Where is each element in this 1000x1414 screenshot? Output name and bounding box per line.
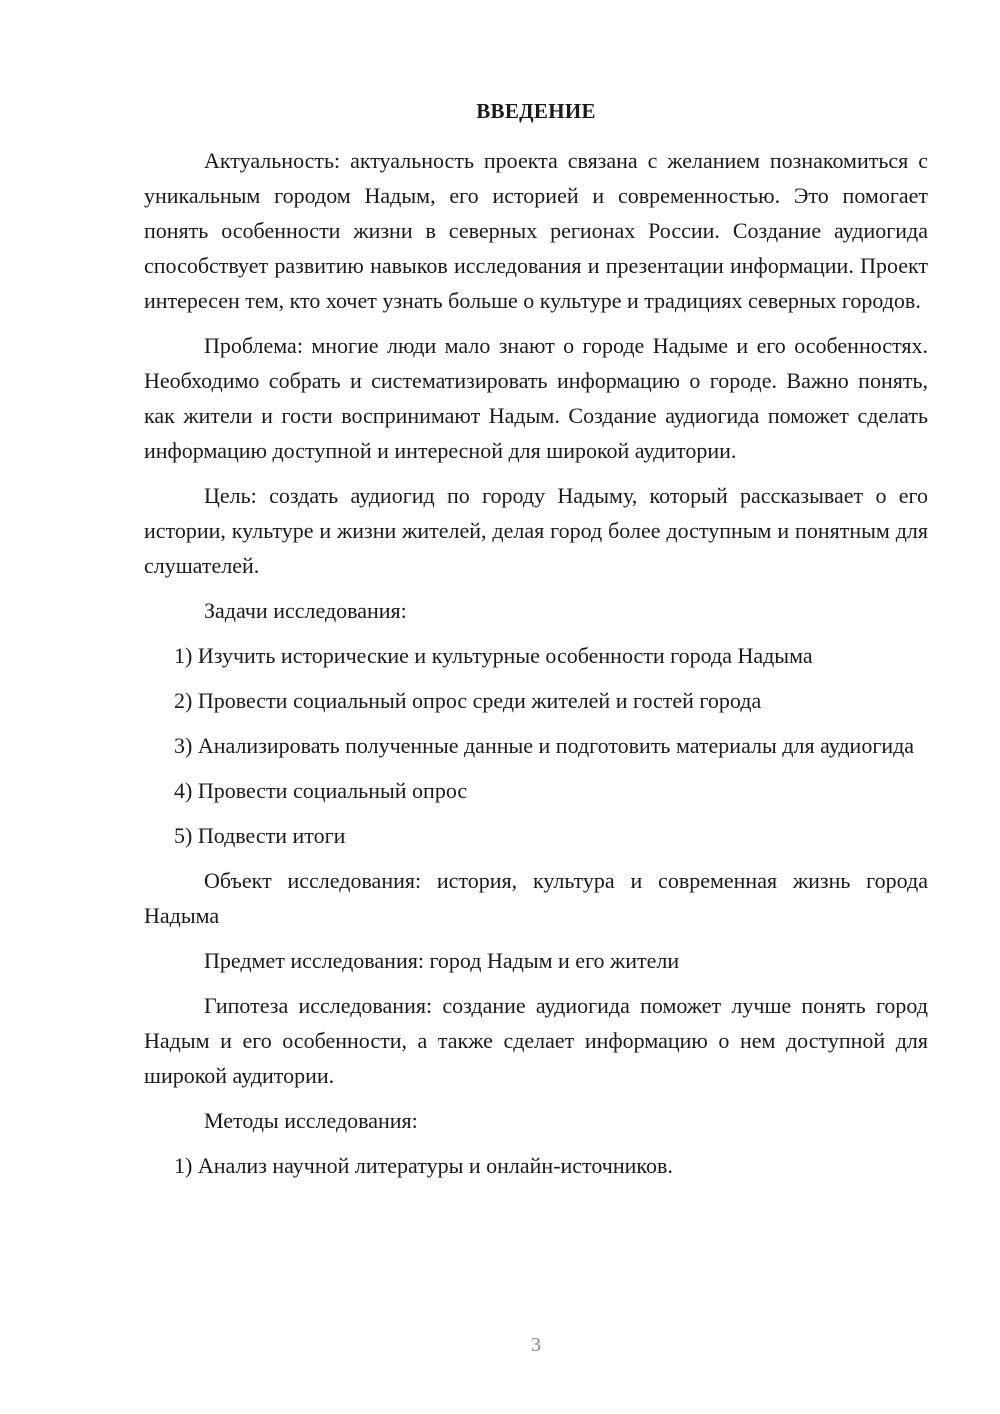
tasks-heading: Задачи исследования: (204, 598, 407, 623)
method-item-1: 1) Анализ научной литературы и онлайн-источников. (174, 1153, 673, 1178)
task-item-2: 2) Провести социальный опрос среди жителей и гостей города (174, 688, 762, 713)
problem-paragraph: Проблема: многие люди мало знают о городе Надыме и его особенностях. Необходимо собрать и систематизировать информацию о городе. Важно понять, как жители и гости воспринимают Надым. Создание аудиогида поможет сделать информацию доступной и интересной для широкой аудитории. (144, 333, 928, 463)
task-item-1: 1) Изучить исторические и культурные особенности города Надыма (174, 643, 813, 668)
page-title: ВВЕДЕНИЕ (476, 99, 596, 123)
task-item-4: 4) Провести социальный опрос (174, 778, 468, 803)
page-number: 3 (531, 1334, 541, 1356)
object-paragraph: Объект исследования: история, культура и современная жизнь города Надыма (144, 868, 928, 928)
methods-heading: Методы исследования: (204, 1108, 418, 1133)
task-item-5: 5) Подвести итоги (174, 823, 346, 848)
relevance-paragraph: Актуальность: актуальность проекта связана с желанием познакомиться с уникальным городом Надым, его историей и современностью. Это помогает понять особенности жизни в северных регионах России. Создание аудиогида способствует развитию навыков исследования и презентации информации. Проект интересен тем, кто хочет узнать больше о культуре и традициях северных городов. (144, 148, 928, 313)
task-item-3: 3) Анализировать полученные данные и подготовить материалы для аудиогида (174, 733, 915, 758)
hypothesis-paragraph: Гипотеза исследования: создание аудиогида поможет лучше понять город Надым и его особенности, а также сделает информацию о нем доступной для широкой аудитории. (144, 993, 928, 1088)
goal-paragraph: Цель: создать аудиогид по городу Надыму, который рассказывает о его истории, культуре и жизни жителей, делая город более доступным и понятным для слушателей. (144, 483, 928, 578)
subject-paragraph: Предмет исследования: город Надым и его жители (204, 948, 680, 973)
page-content (144, 94, 928, 1193)
